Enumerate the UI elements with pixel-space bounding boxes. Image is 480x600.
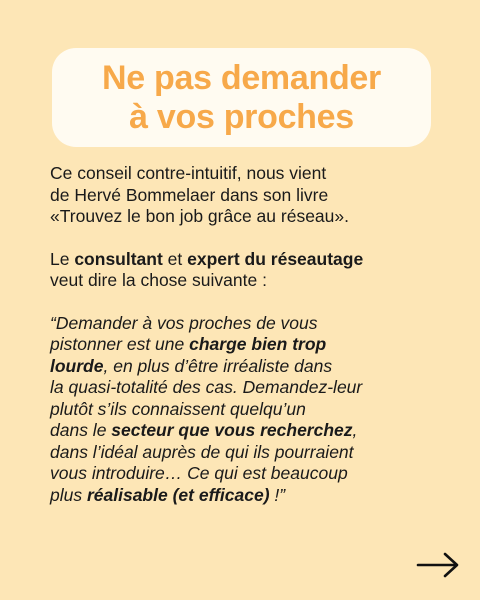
intro-paragraph: [50, 163, 450, 228]
title-line-1: Ne pas demander: [102, 58, 381, 97]
context-line-1: Le consultant et expert du réseautage: [50, 248, 364, 269]
quote-line-6: dans le secteur que vous recherchez,: [50, 420, 358, 440]
title-card: [52, 48, 431, 147]
quote-line-9: plus réalisable (et efficace) !”: [50, 484, 286, 505]
consultant-bold: consultant: [74, 248, 163, 269]
intro-line-2: de Hervé Bommelaer dans son livre: [50, 184, 329, 205]
quote-line-1: “Demander à vos proches de vous: [50, 312, 318, 333]
quote-line-7: dans l’idéal auprès de qui ils pourraient: [50, 441, 354, 462]
intro-line-3: «Trouvez le bon job grâce au réseau».: [50, 206, 349, 226]
quote-bold-realisable: réalisable (et efficace): [86, 484, 270, 505]
expert-bold: expert du réseautage: [187, 248, 364, 269]
quote-bold-secteur: secteur que vous recherchez: [111, 420, 353, 440]
context-line-2: veut dire la chose suivante :: [50, 270, 267, 290]
quote-line-4: la quasi-totalité des cas. Demandez-leur: [50, 377, 363, 397]
quote-line-2: pistonner est une charge bien trop: [50, 334, 327, 354]
intro-line-1: Ce conseil contre-intuitif, nous vient: [50, 163, 327, 183]
quote-line-5: plutôt s’ils connaissent quelqu’un: [50, 398, 306, 419]
quote-bold-lourde: lourde: [50, 355, 104, 376]
quote-bold-charge: charge bien trop: [189, 334, 327, 354]
quote-line-3: lourde, en plus d’être irréaliste dans: [50, 355, 333, 376]
quote-line-8: vous introduire… Ce qui est beaucoup: [50, 463, 348, 483]
context-paragraph: [50, 249, 450, 292]
arrow-right-icon[interactable]: [416, 551, 460, 579]
title-line-2: à vos proches: [129, 97, 354, 136]
quote-paragraph: [50, 313, 450, 507]
content: [50, 163, 450, 506]
